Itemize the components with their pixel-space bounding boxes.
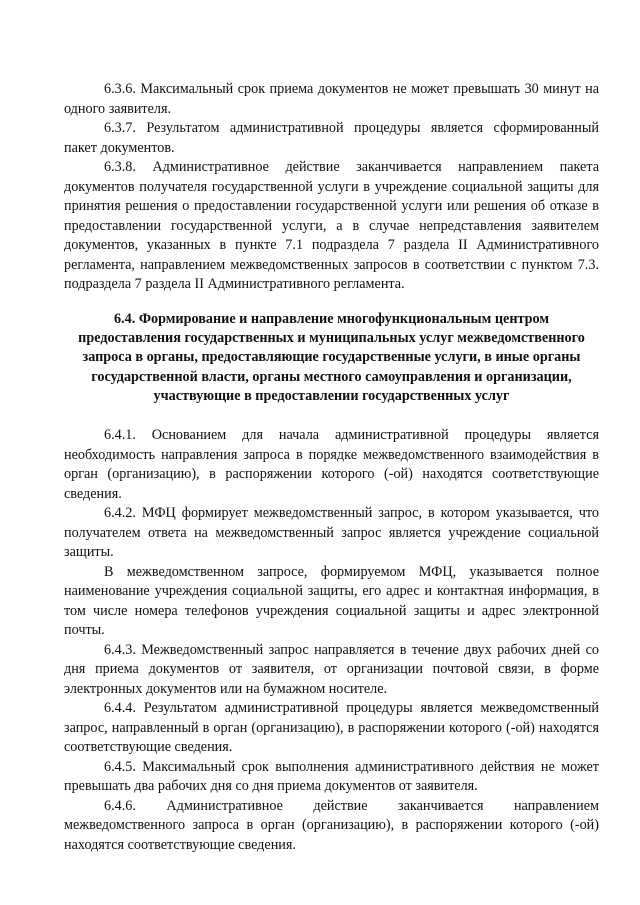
paragraph-6-4-4: 6.4.4. Результатом административной процедуры является межведомственный запрос, направленный в орган (организацию), в распоряжении которого (-ой) находятся соответствующие сведения.: [64, 700, 599, 755]
paragraph-6-4-2-continued: В межведомственном запросе, формируемом МФЦ, указывается полное наименование учреждения социальной защиты, его адрес и контактная информация, в том числе номера телефонов учреждения социальной защиты и адрес электронной почты.: [64, 563, 599, 638]
paragraph-6-4-3: 6.4.3. Межведомственный запрос направляется в течение двух рабочих дней со дня приема документов от заявителя, от организации почтовой связи, в форме электронных документов или на бумажном носителе.: [64, 641, 599, 697]
paragraph-6-4-2: 6.4.2. МФЦ формирует межведомственный запрос, в котором указывается, что получателем ответа на межведомственный запрос является учреждение социальной защиты.: [64, 505, 599, 560]
paragraph-6-3-7: 6.3.7. Результатом административной процедуры является сформированный пакет документов.: [64, 120, 599, 156]
top-paragraphs: [64, 80, 599, 295]
bottom-paragraphs: [64, 426, 599, 855]
paragraph-6-3-8: 6.3.8. Административное действие заканчивается направлением пакета документов получателя государственной услуги в учреждение социальной защиты для принятия решения о предоставлении государственной услуги или решения об отказе в предоставлении государственной услуги, а в случае непредставления заявителем документов, указанных в пункте 7.1 подраздела 7 раздела II Административного регламента, направлением межведомственных запросов в соответствии с пунктом 7.3. подраздела 7 раздела II Административного регламента.: [64, 159, 599, 292]
section-title-6-4: 6.4. Формирование и направление многофункциональным центром предоставления государственных и муниципальных услуг межведомственного запроса в органы, предоставляющие государственные услуги, в иные органы государственной власти, органы местного самоуправления и организации, участвующие в предоставлении государственных услуг: [78, 311, 585, 404]
paragraph-6-4-1: 6.4.1. Основанием для начала административной процедуры является необходимость направления запроса в порядке межведомственного взаимодействия в орган (организацию), в распоряжении которого (-ой) находятся соответствующие сведения.: [64, 427, 599, 502]
paragraph-6-3-6: 6.3.6. Максимальный срок приема документов не может превышать 30 минут на одного заявителя.: [64, 81, 599, 117]
paragraph-6-4-5: 6.4.5. Максимальный срок выполнения административного действия не может превышать два рабочих дня со дня приема документов от заявителя.: [64, 758, 599, 794]
paragraph-6-4-6: 6.4.6. Административное действие заканчивается направлением межведомственного запроса в орган (организацию), в распоряжении которого (-ой) находятся соответствующие сведения.: [64, 797, 599, 853]
